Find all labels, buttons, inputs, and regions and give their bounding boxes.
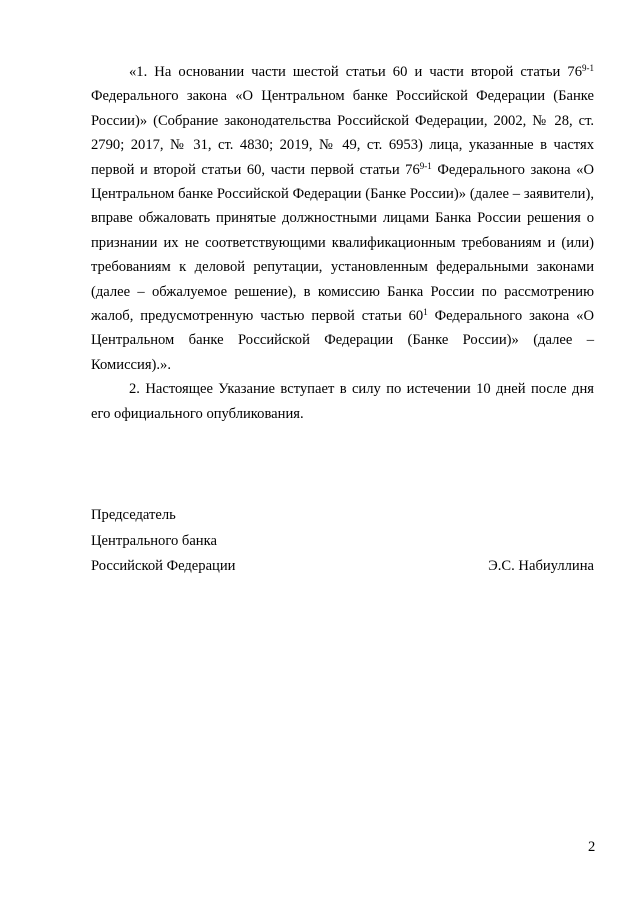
signature-title-line-1 [91,504,594,526]
paragraph-1-text-part-1: «1. На основании части шестой статьи 60 и части второй статьи 76 [129,64,582,80]
signature-title-line-3 [91,555,594,577]
paragraph-1 [91,60,594,377]
signature-title-3: Российской Федерации [91,558,236,574]
paragraph-2: 2. Настоящее Указание вступает в силу по истечении 10 дней после дня его официального опубликования. [91,381,594,422]
paragraph-1-text-part-3: Федерального закона «О Центральном банке Российской Федерации (Банке России)» (далее – заявители), вправе обжаловать принятые должностными лицами Банка России решения о признании их не соответствующими квалификационным требованиям и (или) требованиям к деловой репутации, установленным федеральными законами (далее – обжалуемое решение), в комиссию Банка России по рассмотрению жалоб, предусмотренную частью первой статьи 60 [91,161,594,325]
superscript-2: 9-1 [419,160,432,171]
signatory-name: Э.С. Набиуллина [488,558,594,574]
signature-title-1: Председатель [91,507,176,523]
superscript-3: 1 [423,307,428,318]
document-body [91,60,594,426]
signature-title-line-2 [91,530,594,552]
signature-title-2: Центрального банка [91,533,217,549]
page-number: 2 [588,839,596,855]
superscript-1: 9-1 [582,63,594,73]
paragraph-1-text-part-4: Федерального закона «О Центральном банке Российской Федерации (Банке России)» (далее – Комиссия).». [91,308,594,373]
paragraph-1-text-part-2: Федерального закона «О Центральном банке Российской Федерации (Банке России)» (Собрание законодательства Российской Федерации, 2002, № 28, ст. 2790; 2017, № 31, ст. 4830; 2019, № 49, ст. 6953) лица, указанные в частях первой и второй статьи 60, части первой статьи 76 [91,88,594,178]
